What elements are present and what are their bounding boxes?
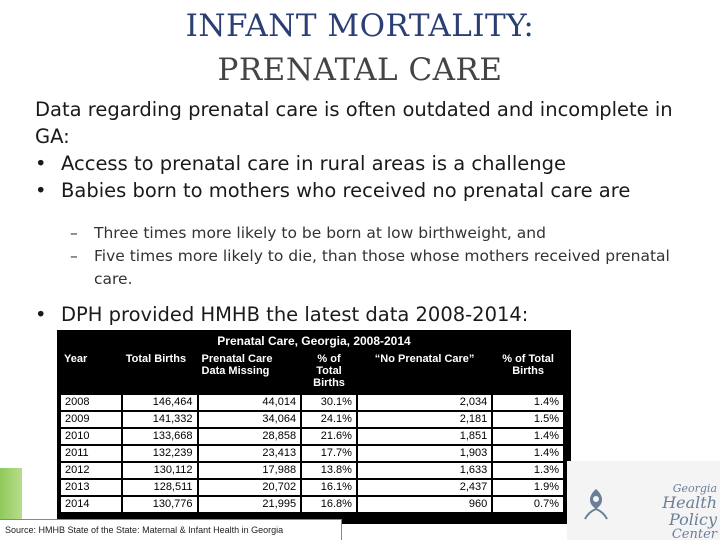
bullet-rural-access: • Access to prenatal care in rural areas is a challenge (35, 150, 685, 177)
slide-title (0, 4, 720, 92)
table-header-row (60, 351, 564, 394)
cell-pct-no-care: 1.5% (492, 411, 564, 428)
cell-year: 2008 (60, 394, 122, 411)
table-caption: Prenatal Care, Georgia, 2008-2014 (217, 334, 411, 348)
logo-leaf-icon (581, 487, 611, 521)
header-pct-missing: % of Total Births (301, 351, 357, 394)
cell-data-missing: 21,995 (198, 496, 302, 513)
table-row (60, 496, 564, 513)
cell-year: 2012 (60, 462, 122, 479)
cell-pct-missing: 30.1% (301, 394, 357, 411)
cell-year: 2013 (60, 479, 122, 496)
cell-pct-no-care: 1.3% (492, 462, 564, 479)
bullet-dph-text: • DPH provided HMHB the latest data 2008-2014: (35, 301, 685, 328)
logo-text (611, 483, 717, 542)
cell-total-births: 132,239 (122, 445, 198, 462)
header-year: Year (60, 351, 122, 394)
cell-data-missing: 44,014 (198, 394, 302, 411)
cell-pct-no-care: 0.7% (492, 496, 564, 513)
header-data-missing: Prenatal Care Data Missing (198, 351, 302, 394)
cell-no-prenatal-care: 1,633 (357, 462, 492, 479)
sub-bullet-mortality: – Five times more likely to die, than those whose mothers received prenatal care. (70, 245, 670, 291)
cell-pct-missing: 16.8% (301, 496, 357, 513)
table-row (60, 462, 564, 479)
cell-pct-no-care: 1.4% (492, 445, 564, 462)
sub-bullet-list (70, 222, 670, 291)
cell-no-prenatal-care: 2,034 (357, 394, 492, 411)
cell-pct-missing: 24.1% (301, 411, 357, 428)
cell-year: 2009 (60, 411, 122, 428)
header-total-births: Total Births (122, 351, 198, 394)
cell-data-missing: 34,064 (198, 411, 302, 428)
logo-line-3: Center (671, 527, 717, 542)
ghpc-logo (567, 461, 720, 540)
data-table (59, 351, 565, 514)
cell-no-prenatal-care: 960 (357, 496, 492, 513)
cell-pct-no-care: 1.4% (492, 428, 564, 445)
cell-data-missing: 28,858 (198, 428, 302, 445)
cell-pct-no-care: 1.9% (492, 479, 564, 496)
title-line-2: PRENATAL CARE (217, 52, 503, 88)
cell-pct-missing: 16.1% (301, 479, 357, 496)
logo-line-2: Health Policy (662, 493, 717, 529)
cell-no-prenatal-care: 1,851 (357, 428, 492, 445)
cell-pct-no-care: 1.4% (492, 394, 564, 411)
header-no-prenatal-care: “No Prenatal Care” (357, 351, 492, 394)
intro-text: Data regarding prenatal care is often outdated and incomplete in GA: (35, 98, 673, 148)
slide-body (35, 96, 685, 204)
table-row (60, 479, 564, 496)
logo-line-1: Georgia (672, 482, 717, 495)
cell-data-missing: 23,413 (198, 445, 302, 462)
cell-pct-missing: 17.7% (301, 445, 357, 462)
header-pct-no-care: % of Total Births (492, 351, 564, 394)
cell-year: 2010 (60, 428, 122, 445)
cell-year: 2014 (60, 496, 122, 513)
title-line-1: INFANT MORTALITY: (185, 8, 535, 44)
cell-total-births: 128,511 (122, 479, 198, 496)
source-citation: Source: HMHB State of the State: Maternal & Infant Health in Georgia (0, 519, 342, 540)
cell-pct-missing: 13.8% (301, 462, 357, 479)
cell-data-missing: 17,988 (198, 462, 302, 479)
table-row (60, 445, 564, 462)
cell-no-prenatal-care: 1,903 (357, 445, 492, 462)
prenatal-care-table (57, 330, 571, 524)
cell-year: 2011 (60, 445, 122, 462)
bullet-no-prenatal-care: • Babies born to mothers who received no prenatal care are (35, 177, 685, 204)
cell-pct-missing: 21.6% (301, 428, 357, 445)
cell-total-births: 130,776 (122, 496, 198, 513)
sub-bullet-low-birthweight: – Three times more likely to be born at low birthweight, and (70, 222, 670, 245)
bullet-dph-data (35, 301, 685, 328)
cell-total-births: 133,668 (122, 428, 198, 445)
table-body (60, 394, 564, 513)
cell-no-prenatal-care: 2,437 (357, 479, 492, 496)
cell-data-missing: 20,702 (198, 479, 302, 496)
cell-total-births: 146,464 (122, 394, 198, 411)
cell-total-births: 141,332 (122, 411, 198, 428)
cell-total-births: 130,112 (122, 462, 198, 479)
table-row (60, 394, 564, 411)
table-row (60, 428, 564, 445)
table-row (60, 411, 564, 428)
cell-no-prenatal-care: 2,181 (357, 411, 492, 428)
